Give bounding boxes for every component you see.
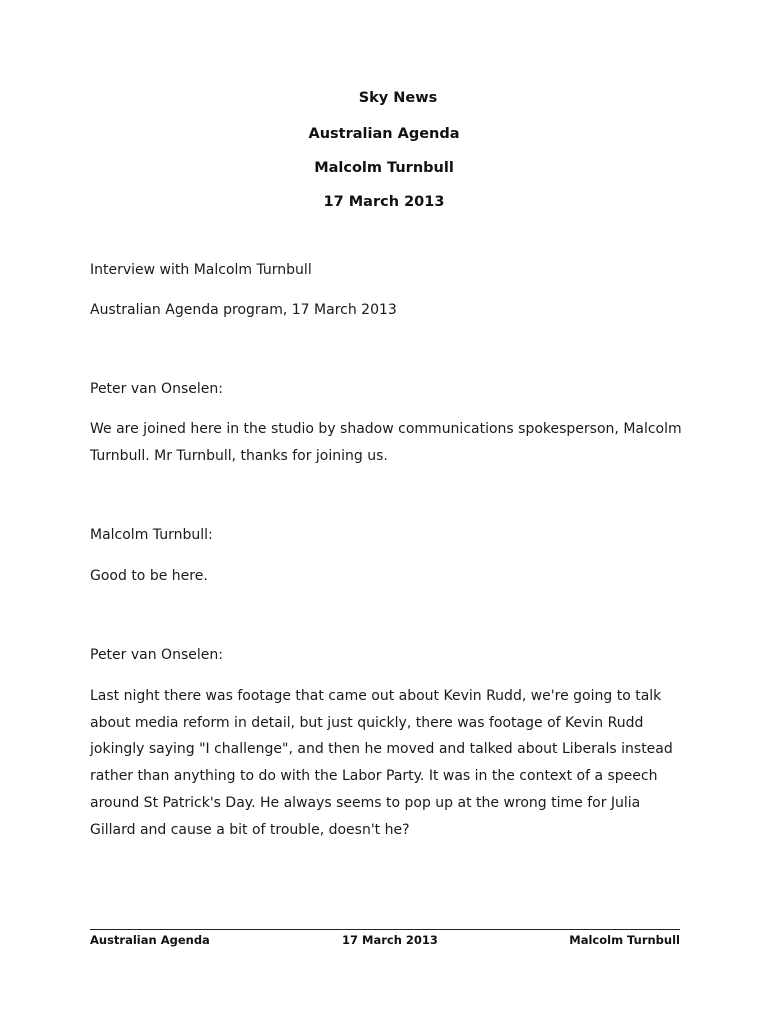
- intro-line-program: Australian Agenda program, 17 March 2013: [90, 302, 397, 318]
- footer-guest: Malcolm Turnbull: [569, 933, 680, 947]
- speaker-label: Peter van Onselen:: [90, 647, 223, 663]
- header-date: 17 March 2013: [323, 194, 445, 210]
- header-source: Sky News: [358, 90, 438, 106]
- footer-program: Australian Agenda: [90, 933, 210, 947]
- speech-paragraph: We are joined here in the studio by shadow communications spokesperson, Malcolm Turnbull. Mr Turnbull, thanks for joining us.: [90, 421, 682, 464]
- header-program: Australian Agenda: [308, 126, 460, 142]
- speech-paragraph: Good to be here.: [90, 568, 208, 584]
- header-guest: Malcolm Turnbull: [314, 160, 454, 176]
- page-footer: [90, 933, 680, 951]
- speaker-label: Peter van Onselen:: [90, 381, 223, 397]
- intro-line-interview: Interview with Malcolm Turnbull: [90, 262, 312, 278]
- speaker-label: Malcolm Turnbull:: [90, 527, 213, 543]
- footer-date: 17 March 2013: [342, 933, 438, 947]
- footer-divider: [90, 929, 680, 930]
- speech-paragraph: Last night there was footage that came out about Kevin Rudd, we're going to talk about media reform in detail, but just quickly, there was footage of Kevin Rudd jokingly saying "I challenge", and then he moved and talked about Liberals instead rather than anything to do with the Labor Party. It was in the context of a speech around St Patrick's Day. He always seems to pop up at the wrong time for Julia Gillard and cause a bit of trouble, doesn't he?: [90, 688, 673, 838]
